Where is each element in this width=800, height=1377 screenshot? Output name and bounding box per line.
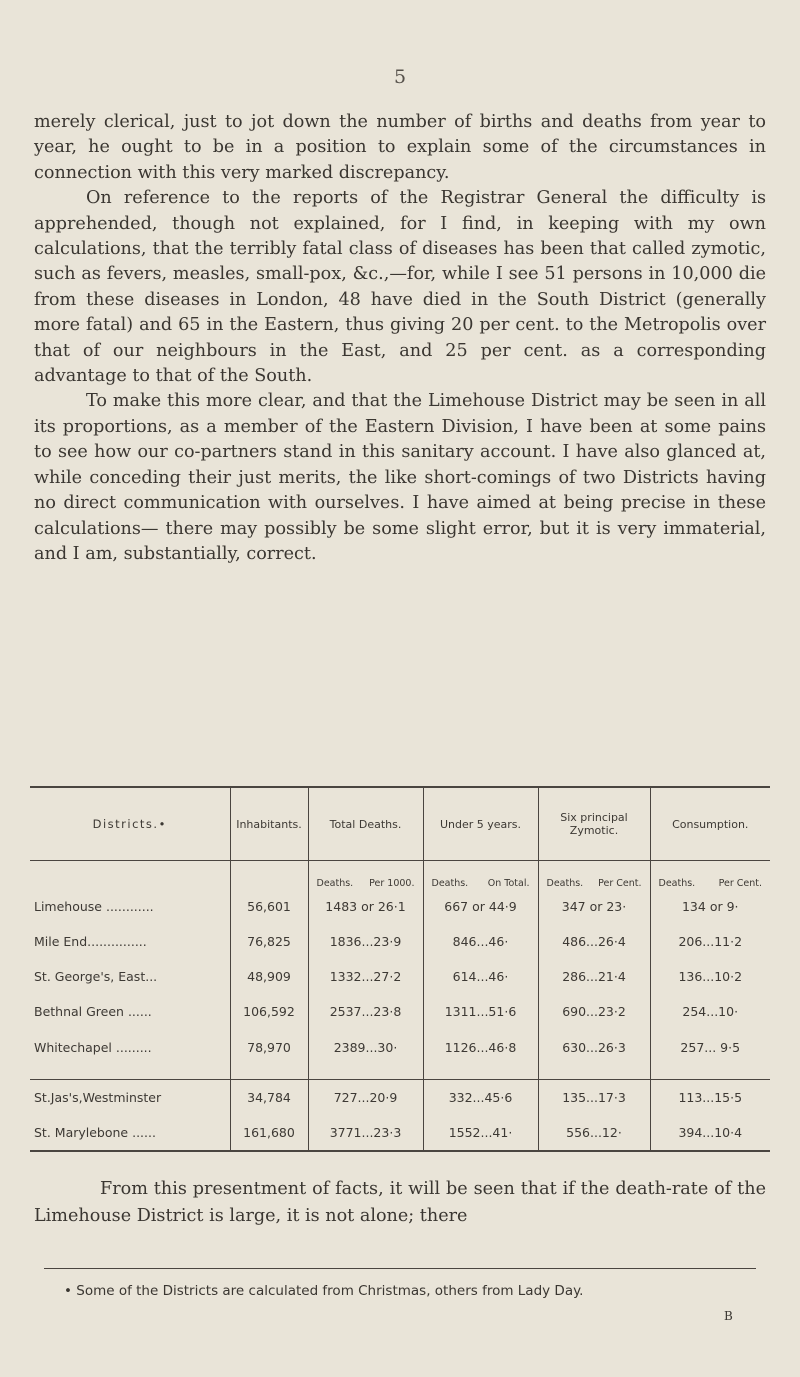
cell-inhabitants: 78,970 bbox=[230, 1029, 308, 1065]
header-under-5: Under 5 years. bbox=[423, 787, 538, 861]
cell-zymotic: 286...21·4 bbox=[538, 959, 650, 994]
table-subheader-row bbox=[30, 861, 770, 890]
table-row bbox=[30, 889, 770, 924]
cell-zymotic: 690...23·2 bbox=[538, 994, 650, 1029]
cell-total: 1836...23·9 bbox=[308, 924, 423, 959]
closing-text bbox=[34, 1176, 766, 1230]
cell-inhabitants: 161,680 bbox=[230, 1115, 308, 1151]
cell-consumption: 134 or 9· bbox=[650, 889, 770, 924]
cell-under5: 1311...51·6 bbox=[423, 994, 538, 1029]
cell-zymotic: 486...26·4 bbox=[538, 924, 650, 959]
cell-total: 1483 or 26·1 bbox=[308, 889, 423, 924]
cell-total: 2537...23·8 bbox=[308, 994, 423, 1029]
mortality-table bbox=[30, 786, 770, 1152]
cell-consumption: 254...10· bbox=[650, 994, 770, 1029]
cell-under5: 614...46· bbox=[423, 959, 538, 994]
closing-paragraph: From this presentment of facts, it will be seen that if the death-rate of the Limehouse District is large, it is not alone; there bbox=[34, 1179, 766, 1226]
header-zymotic: Six principal Zymotic. bbox=[538, 787, 650, 861]
sub-deaths: Deaths. bbox=[316, 878, 354, 889]
sub-on-total: On Total. bbox=[487, 878, 530, 889]
cell-under5: 332...45·6 bbox=[423, 1080, 538, 1116]
sub-per-cent: Per Cent. bbox=[598, 878, 642, 889]
cell-inhabitants: 76,825 bbox=[230, 924, 308, 959]
cell-consumption: 136...10·2 bbox=[650, 959, 770, 994]
cell-consumption: 257... 9·5 bbox=[650, 1029, 770, 1065]
cell-district: St. George's, East... bbox=[34, 969, 158, 984]
header-districts: Districts.• bbox=[30, 787, 230, 861]
sub-per-1000: Per 1000. bbox=[369, 878, 415, 889]
table-row bbox=[30, 1115, 770, 1151]
table-row bbox=[30, 1029, 770, 1065]
sub-deaths: Deaths. bbox=[546, 878, 584, 889]
cell-total: 2389...30· bbox=[308, 1029, 423, 1065]
cell-total: 1332...27·2 bbox=[308, 959, 423, 994]
cell-total: 3771...23·3 bbox=[308, 1115, 423, 1151]
sub-per-cent: Per Cent. bbox=[718, 878, 762, 889]
cell-inhabitants: 48,909 bbox=[230, 959, 308, 994]
cell-inhabitants: 34,784 bbox=[230, 1080, 308, 1116]
cell-district: Whitechapel ......... bbox=[34, 1039, 152, 1055]
cell-under5: 667 or 44·9 bbox=[423, 889, 538, 924]
footnote: • Some of the Districts are calculated from Christmas, others from Lady Day. bbox=[64, 1283, 584, 1299]
cell-under5: 1126...46·8 bbox=[423, 1029, 538, 1065]
table-row bbox=[30, 959, 770, 994]
header-inhabitants: Inhabitants. bbox=[230, 787, 308, 861]
header-consumption: Consumption. bbox=[650, 787, 770, 861]
group-spacer bbox=[30, 1065, 770, 1080]
cell-inhabitants: 56,601 bbox=[230, 889, 308, 924]
cell-district: St. Marylebone ...... bbox=[34, 1125, 156, 1140]
table-header-row bbox=[30, 787, 770, 861]
table-row bbox=[30, 994, 770, 1029]
paragraph-3: To make this more clear, and that the Limehouse District may be seen in all its proportions, as a member of the Eastern Division, I have been at some pains to see how our co-partners stand in this sanitary account. I have also glanced at, while conceding their just merits, the like short-comings of two Districts having no direct communication with ourselves. I have aimed at being precise in these calculations— there may possibly be some slight error, but it is very immaterial, and I am, substantially, correct. bbox=[34, 391, 766, 564]
sub-deaths: Deaths. bbox=[431, 878, 469, 889]
cell-district: Mile End............... bbox=[34, 934, 147, 949]
paragraph-1: merely clerical, just to jot down the number of births and deaths from year to year, he ought to be in a position to explain some of the circumstances in connection with this very marked discrepancy. bbox=[34, 112, 766, 183]
cell-total: 727...20·9 bbox=[308, 1080, 423, 1116]
signature-mark: B bbox=[724, 1309, 733, 1323]
cell-zymotic: 135...17·3 bbox=[538, 1080, 650, 1116]
cell-zymotic: 630...26·3 bbox=[538, 1029, 650, 1065]
cell-consumption: 113...15·5 bbox=[650, 1080, 770, 1116]
table-row bbox=[30, 1080, 770, 1116]
body-text bbox=[34, 110, 766, 567]
header-total-deaths: Total Deaths. bbox=[308, 787, 423, 861]
cell-zymotic: 556...12· bbox=[538, 1115, 650, 1151]
cell-zymotic: 347 or 23· bbox=[538, 889, 650, 924]
cell-consumption: 394...10·4 bbox=[650, 1115, 770, 1151]
paragraph-2: On reference to the reports of the Registrar General the difficulty is apprehended, though not explained, for I find, in keeping with my own calculations, that the terribly fatal class of diseases has been that called zymotic, such as fevers, measles, small-pox, &c.,—for, while I see 51 persons in 10,000 die from these diseases in London, 48 have died in the South District (generally more fatal) and 65 in the Eastern, thus giving 20 per cent. to the Metropolis over that of our neighbours in the East, and 25 per cent. as a corresponding advantage to that of the South. bbox=[34, 188, 766, 387]
cell-district: Bethnal Green ...... bbox=[34, 1004, 152, 1019]
cell-district: Limehouse ............ bbox=[34, 899, 154, 914]
table-row bbox=[30, 924, 770, 959]
sub-deaths: Deaths. bbox=[658, 878, 696, 889]
footnote-divider bbox=[44, 1268, 756, 1269]
cell-district: St.Jas's,Westminster bbox=[34, 1090, 162, 1105]
cell-under5: 846...46· bbox=[423, 924, 538, 959]
cell-consumption: 206...11·2 bbox=[650, 924, 770, 959]
cell-under5: 1552...41· bbox=[423, 1115, 538, 1151]
cell-inhabitants: 106,592 bbox=[230, 994, 308, 1029]
page-number: 5 bbox=[393, 66, 407, 88]
